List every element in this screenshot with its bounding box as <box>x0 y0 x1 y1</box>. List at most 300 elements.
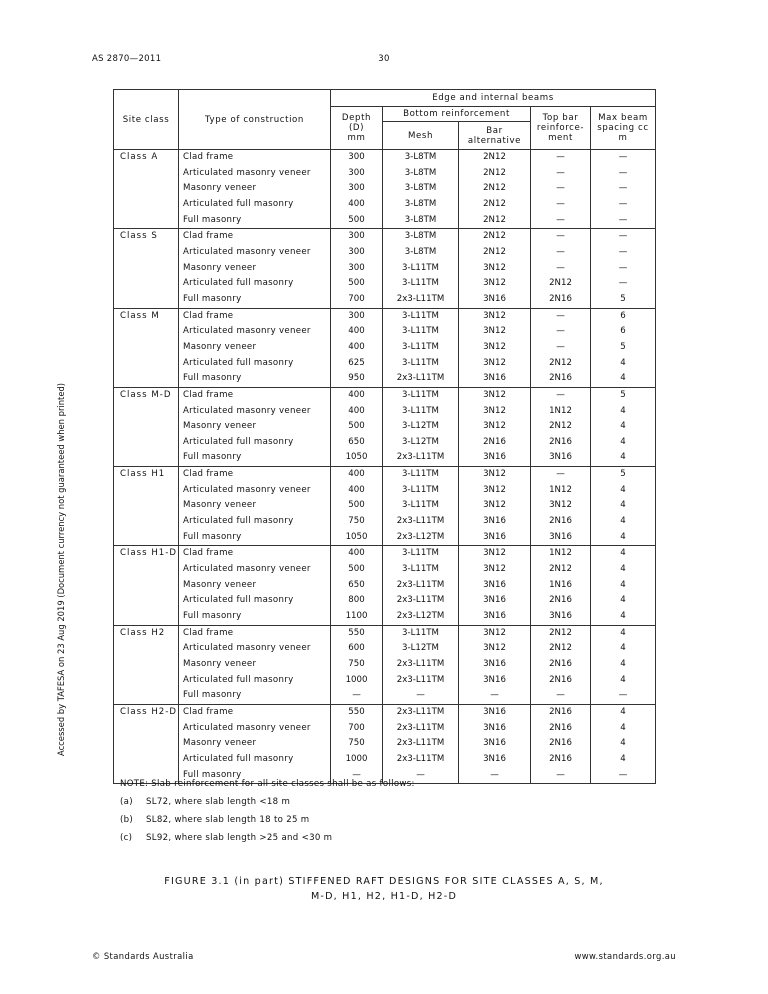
construction-type-cell: Articulated masonry veneer <box>179 562 331 578</box>
depth-cell: 300 <box>331 181 383 197</box>
depth-cell: 700 <box>331 721 383 737</box>
depth-cell: — <box>331 688 383 704</box>
top-bar-cell: 2N12 <box>531 356 591 372</box>
max-spacing-cell: 4 <box>591 514 656 530</box>
mesh-cell: 3-L12TM <box>383 435 459 451</box>
construction-type-cell: Full masonry <box>179 450 331 466</box>
mesh-cell: 3-L11TM <box>383 261 459 277</box>
bar-alternative-cell: 3N12 <box>459 467 531 483</box>
header-site-class: Site class <box>114 90 179 150</box>
depth-cell: 550 <box>331 625 383 641</box>
bar-alternative-cell: 3N12 <box>459 641 531 657</box>
mesh-cell: 3-L8TM <box>383 166 459 182</box>
table-row <box>114 673 656 689</box>
table-row <box>114 419 656 435</box>
note-text: SL92, where slab length >25 and <30 m <box>146 833 333 843</box>
bar-alternative-cell: 3N16 <box>459 752 531 768</box>
top-bar-cell: 2N16 <box>531 721 591 737</box>
table-row <box>114 450 656 466</box>
table-row <box>114 752 656 768</box>
top-bar-cell: — <box>531 213 591 229</box>
table-row <box>114 356 656 372</box>
caption-line-2: M-D, H1, H2, H1-D, H2-D <box>310 891 458 902</box>
depth-cell: 500 <box>331 419 383 435</box>
top-bar-cell: — <box>531 340 591 356</box>
header-edge-internal-beams: Edge and internal beams <box>331 90 656 107</box>
table-row <box>114 530 656 546</box>
mesh-cell: 3-L8TM <box>383 150 459 166</box>
top-bar-cell: 3N16 <box>531 530 591 546</box>
construction-type-cell: Articulated masonry veneer <box>179 721 331 737</box>
construction-type-cell: Articulated full masonry <box>179 435 331 451</box>
max-spacing-cell: 4 <box>591 704 656 720</box>
depth-cell: 625 <box>331 356 383 372</box>
max-spacing-cell: 4 <box>591 483 656 499</box>
top-bar-cell: 2N16 <box>531 657 591 673</box>
caption-line-1: FIGURE 3.1 (in part) STIFFENED RAFT DESIGNS FOR SITE CLASSES A, S, M, <box>164 876 604 887</box>
construction-type-cell: Articulated masonry veneer <box>179 404 331 420</box>
mesh-cell: 2x3-L11TM <box>383 292 459 308</box>
table-row <box>114 657 656 673</box>
bar-alternative-cell: 3N12 <box>459 419 531 435</box>
mesh-cell: 3-L11TM <box>383 625 459 641</box>
note-text: SL72, where slab length <18 m <box>146 797 291 807</box>
table-row <box>114 261 656 277</box>
construction-type-cell: Clad frame <box>179 229 331 245</box>
mesh-cell: 2x3-L11TM <box>383 704 459 720</box>
standard-reference: AS 2870—2011 <box>92 54 162 64</box>
note-item-c <box>120 833 415 851</box>
max-spacing-cell: 6 <box>591 324 656 340</box>
top-bar-cell: 1N12 <box>531 404 591 420</box>
depth-cell: 400 <box>331 387 383 403</box>
top-bar-cell: — <box>531 688 591 704</box>
mesh-cell: 3-L11TM <box>383 404 459 420</box>
construction-type-cell: Articulated masonry veneer <box>179 245 331 261</box>
site-class-cell: Class A <box>114 150 179 229</box>
table-row <box>114 467 656 483</box>
construction-type-cell: Full masonry <box>179 292 331 308</box>
top-bar-cell: 2N16 <box>531 736 591 752</box>
note-item-a <box>120 797 415 815</box>
max-spacing-cell: 4 <box>591 752 656 768</box>
construction-type-cell: Clad frame <box>179 467 331 483</box>
construction-type-cell: Masonry veneer <box>179 181 331 197</box>
table-row <box>114 625 656 641</box>
header-top-bar: Top bar reinforce-ment <box>531 107 591 150</box>
mesh-cell: 3-L11TM <box>383 546 459 562</box>
depth-cell: 500 <box>331 562 383 578</box>
max-spacing-cell: 4 <box>591 609 656 625</box>
max-spacing-cell: 6 <box>591 308 656 324</box>
top-bar-cell: 1N12 <box>531 483 591 499</box>
top-bar-cell: 2N12 <box>531 562 591 578</box>
max-spacing-cell: 4 <box>591 371 656 387</box>
construction-type-cell: Clad frame <box>179 704 331 720</box>
top-bar-cell: 1N16 <box>531 578 591 594</box>
depth-cell: — <box>331 768 383 784</box>
max-spacing-cell: 4 <box>591 721 656 737</box>
stiffened-raft-table <box>113 89 656 784</box>
table-row <box>114 562 656 578</box>
depth-cell: 400 <box>331 467 383 483</box>
top-bar-cell: 3N12 <box>531 498 591 514</box>
top-bar-cell: 3N16 <box>531 450 591 466</box>
mesh-cell: — <box>383 768 459 784</box>
construction-type-cell: Articulated masonry veneer <box>179 324 331 340</box>
bar-alternative-cell: 3N12 <box>459 340 531 356</box>
bar-alternative-cell: 3N12 <box>459 404 531 420</box>
max-spacing-cell: 4 <box>591 736 656 752</box>
table-row <box>114 371 656 387</box>
bar-alternative-cell: 3N16 <box>459 292 531 308</box>
construction-type-cell: Masonry veneer <box>179 498 331 514</box>
max-spacing-cell: 5 <box>591 387 656 403</box>
header-bar-alternative: Bar alternative <box>459 122 531 150</box>
max-spacing-cell: — <box>591 245 656 261</box>
max-spacing-cell: 4 <box>591 562 656 578</box>
mesh-cell: 3-L12TM <box>383 419 459 435</box>
mesh-cell: 2x3-L11TM <box>383 593 459 609</box>
construction-type-cell: Articulated full masonry <box>179 356 331 372</box>
depth-cell: 500 <box>331 498 383 514</box>
construction-type-cell: Full masonry <box>179 609 331 625</box>
construction-type-cell: Masonry veneer <box>179 736 331 752</box>
note-label: (b) <box>120 815 134 825</box>
depth-cell: 400 <box>331 197 383 213</box>
note-text: SL82, where slab length 18 to 25 m <box>146 815 310 825</box>
site-class-cell: Class M-D <box>114 387 179 466</box>
mesh-cell: 2x3-L12TM <box>383 609 459 625</box>
page-number: 30 <box>378 54 390 64</box>
max-spacing-cell: 4 <box>591 625 656 641</box>
construction-type-cell: Articulated masonry veneer <box>179 641 331 657</box>
footer-copyright: © Standards Australia <box>92 951 194 961</box>
depth-cell: 1050 <box>331 450 383 466</box>
depth-cell: 1100 <box>331 609 383 625</box>
mesh-cell: 3-L8TM <box>383 181 459 197</box>
depth-cell: 400 <box>331 546 383 562</box>
construction-type-cell: Articulated masonry veneer <box>179 483 331 499</box>
top-bar-cell: 2N16 <box>531 514 591 530</box>
max-spacing-cell: — <box>591 181 656 197</box>
max-spacing-cell: 4 <box>591 356 656 372</box>
top-bar-cell: — <box>531 245 591 261</box>
depth-cell: 750 <box>331 514 383 530</box>
top-bar-cell: 2N16 <box>531 704 591 720</box>
depth-cell: 300 <box>331 229 383 245</box>
depth-cell: 500 <box>331 276 383 292</box>
construction-type-cell: Masonry veneer <box>179 657 331 673</box>
bar-alternative-cell: 3N12 <box>459 483 531 499</box>
depth-cell: 400 <box>331 483 383 499</box>
depth-cell: 950 <box>331 371 383 387</box>
bar-alternative-cell: 3N12 <box>459 498 531 514</box>
construction-type-cell: Clad frame <box>179 308 331 324</box>
mesh-cell: 3-L11TM <box>383 387 459 403</box>
construction-type-cell: Masonry veneer <box>179 340 331 356</box>
table-row <box>114 704 656 720</box>
table-row <box>114 166 656 182</box>
max-spacing-cell: 4 <box>591 593 656 609</box>
mesh-cell: 2x3-L11TM <box>383 514 459 530</box>
table-row <box>114 213 656 229</box>
bar-alternative-cell: 2N12 <box>459 213 531 229</box>
mesh-cell: 2x3-L11TM <box>383 657 459 673</box>
depth-cell: 1000 <box>331 752 383 768</box>
top-bar-cell: — <box>531 768 591 784</box>
construction-type-cell: Articulated full masonry <box>179 197 331 213</box>
figure-caption <box>0 874 768 904</box>
bar-alternative-cell: 3N12 <box>459 387 531 403</box>
top-bar-cell: 2N12 <box>531 625 591 641</box>
bar-alternative-cell: 3N16 <box>459 657 531 673</box>
table-row <box>114 229 656 245</box>
construction-type-cell: Full masonry <box>179 768 331 784</box>
bar-alternative-cell: 3N12 <box>459 625 531 641</box>
mesh-cell: 3-L8TM <box>383 245 459 261</box>
table-row <box>114 483 656 499</box>
top-bar-cell: 2N16 <box>531 435 591 451</box>
max-spacing-cell: 4 <box>591 546 656 562</box>
bar-alternative-cell: 3N16 <box>459 736 531 752</box>
bar-alternative-cell: 2N12 <box>459 197 531 213</box>
bar-alternative-cell: 3N16 <box>459 514 531 530</box>
bar-alternative-cell: 3N16 <box>459 530 531 546</box>
table-row <box>114 340 656 356</box>
depth-cell: 300 <box>331 245 383 261</box>
top-bar-cell: 2N12 <box>531 641 591 657</box>
table-row <box>114 498 656 514</box>
top-bar-cell: 2N16 <box>531 371 591 387</box>
bar-alternative-cell: 2N12 <box>459 181 531 197</box>
header-type-of-construction: Type of construction <box>179 90 331 150</box>
construction-type-cell: Masonry veneer <box>179 261 331 277</box>
bar-alternative-cell: 3N12 <box>459 324 531 340</box>
depth-cell: 800 <box>331 593 383 609</box>
table-row <box>114 609 656 625</box>
max-spacing-cell: 4 <box>591 450 656 466</box>
bar-alternative-cell: 3N12 <box>459 261 531 277</box>
max-spacing-cell: — <box>591 688 656 704</box>
note-label: (a) <box>120 797 133 807</box>
depth-cell: 600 <box>331 641 383 657</box>
mesh-cell: 2x3-L11TM <box>383 371 459 387</box>
site-class-cell: Class S <box>114 229 179 308</box>
construction-type-cell: Articulated full masonry <box>179 276 331 292</box>
table-row <box>114 546 656 562</box>
mesh-cell: 2x3-L11TM <box>383 752 459 768</box>
table-row <box>114 245 656 261</box>
top-bar-cell: 2N12 <box>531 276 591 292</box>
footer-url: www.standards.org.au <box>574 951 676 961</box>
mesh-cell: 3-L11TM <box>383 467 459 483</box>
bar-alternative-cell: 2N12 <box>459 166 531 182</box>
max-spacing-cell: 5 <box>591 292 656 308</box>
bar-alternative-cell: 3N16 <box>459 578 531 594</box>
top-bar-cell: 2N16 <box>531 593 591 609</box>
bar-alternative-cell: 2N12 <box>459 245 531 261</box>
max-spacing-cell: 4 <box>591 498 656 514</box>
depth-cell: 1050 <box>331 530 383 546</box>
mesh-cell: 3-L11TM <box>383 562 459 578</box>
mesh-cell: 2x3-L11TM <box>383 450 459 466</box>
mesh-cell: 3-L11TM <box>383 276 459 292</box>
bar-alternative-cell: 2N12 <box>459 229 531 245</box>
construction-type-cell: Articulated full masonry <box>179 514 331 530</box>
bar-alternative-cell: 3N16 <box>459 721 531 737</box>
top-bar-cell: — <box>531 166 591 182</box>
table-row <box>114 308 656 324</box>
top-bar-cell: — <box>531 150 591 166</box>
bar-alternative-cell: 3N16 <box>459 673 531 689</box>
table-row <box>114 181 656 197</box>
table-row <box>114 276 656 292</box>
table-row <box>114 721 656 737</box>
top-bar-cell: — <box>531 261 591 277</box>
mesh-cell: 3-L11TM <box>383 356 459 372</box>
top-bar-cell: — <box>531 387 591 403</box>
bar-alternative-cell: — <box>459 688 531 704</box>
max-spacing-cell: 4 <box>591 657 656 673</box>
top-bar-cell: 2N16 <box>531 752 591 768</box>
mesh-cell: — <box>383 688 459 704</box>
max-spacing-cell: 4 <box>591 641 656 657</box>
table-row <box>114 292 656 308</box>
site-class-cell: Class M <box>114 308 179 387</box>
depth-cell: 300 <box>331 308 383 324</box>
mesh-cell: 2x3-L12TM <box>383 530 459 546</box>
construction-type-cell: Masonry veneer <box>179 578 331 594</box>
construction-type-cell: Full masonry <box>179 371 331 387</box>
site-class-cell: Class H2 <box>114 625 179 704</box>
top-bar-cell: 2N12 <box>531 419 591 435</box>
max-spacing-cell: — <box>591 213 656 229</box>
header-max-spacing: Max beam spacing cc m <box>591 107 656 150</box>
depth-cell: 400 <box>331 324 383 340</box>
bar-alternative-cell: 3N16 <box>459 609 531 625</box>
bar-alternative-cell: 3N12 <box>459 356 531 372</box>
depth-cell: 300 <box>331 166 383 182</box>
construction-type-cell: Articulated masonry veneer <box>179 166 331 182</box>
depth-cell: 750 <box>331 657 383 673</box>
access-watermark: Accessed by TAFESA on 23 Aug 2019 (Document currency not guaranteed when printed) <box>56 382 66 756</box>
max-spacing-cell: 4 <box>591 673 656 689</box>
construction-type-cell: Articulated full masonry <box>179 593 331 609</box>
depth-cell: 500 <box>331 213 383 229</box>
mesh-cell: 2x3-L11TM <box>383 721 459 737</box>
bar-alternative-cell: 3N12 <box>459 276 531 292</box>
mesh-cell: 2x3-L11TM <box>383 736 459 752</box>
max-spacing-cell: — <box>591 768 656 784</box>
max-spacing-cell: 4 <box>591 435 656 451</box>
note-intro: NOTE: Slab reinforcement for all site classes shall be as follows: <box>120 779 415 789</box>
bar-alternative-cell: 3N16 <box>459 593 531 609</box>
note-item-b <box>120 815 415 833</box>
bar-alternative-cell: 3N12 <box>459 562 531 578</box>
construction-type-cell: Full masonry <box>179 530 331 546</box>
top-bar-cell: 3N16 <box>531 609 591 625</box>
max-spacing-cell: — <box>591 166 656 182</box>
max-spacing-cell: 5 <box>591 467 656 483</box>
top-bar-cell: — <box>531 467 591 483</box>
construction-type-cell: Articulated full masonry <box>179 752 331 768</box>
top-bar-cell: — <box>531 181 591 197</box>
bar-alternative-cell: 2N16 <box>459 435 531 451</box>
site-class-cell: Class H1-D <box>114 546 179 625</box>
top-bar-cell: — <box>531 229 591 245</box>
top-bar-cell: — <box>531 324 591 340</box>
site-class-cell: Class H1 <box>114 467 179 546</box>
max-spacing-cell: — <box>591 229 656 245</box>
depth-cell: 300 <box>331 150 383 166</box>
max-spacing-cell: 4 <box>591 578 656 594</box>
max-spacing-cell: 4 <box>591 419 656 435</box>
depth-cell: 300 <box>331 261 383 277</box>
mesh-cell: 2x3-L11TM <box>383 673 459 689</box>
bar-alternative-cell: 3N16 <box>459 371 531 387</box>
table-row <box>114 736 656 752</box>
table-row <box>114 514 656 530</box>
mesh-cell: 3-L11TM <box>383 308 459 324</box>
construction-type-cell: Full masonry <box>179 213 331 229</box>
depth-cell: 1000 <box>331 673 383 689</box>
table-row <box>114 404 656 420</box>
mesh-cell: 3-L8TM <box>383 197 459 213</box>
max-spacing-cell: — <box>591 276 656 292</box>
bar-alternative-cell: — <box>459 768 531 784</box>
depth-cell: 750 <box>331 736 383 752</box>
construction-type-cell: Clad frame <box>179 625 331 641</box>
top-bar-cell: 2N16 <box>531 292 591 308</box>
construction-type-cell: Clad frame <box>179 546 331 562</box>
max-spacing-cell: — <box>591 261 656 277</box>
header-depth: Depth (D) mm <box>331 107 383 150</box>
table-row <box>114 593 656 609</box>
depth-cell: 650 <box>331 435 383 451</box>
max-spacing-cell: — <box>591 197 656 213</box>
table-row <box>114 150 656 166</box>
mesh-cell: 3-L11TM <box>383 498 459 514</box>
top-bar-cell: 2N16 <box>531 673 591 689</box>
max-spacing-cell: 4 <box>591 404 656 420</box>
depth-cell: 400 <box>331 340 383 356</box>
mesh-cell: 3-L11TM <box>383 483 459 499</box>
bar-alternative-cell: 3N12 <box>459 546 531 562</box>
max-spacing-cell: 4 <box>591 530 656 546</box>
mesh-cell: 2x3-L11TM <box>383 578 459 594</box>
max-spacing-cell: 5 <box>591 340 656 356</box>
depth-cell: 400 <box>331 404 383 420</box>
mesh-cell: 3-L11TM <box>383 340 459 356</box>
construction-type-cell: Full masonry <box>179 688 331 704</box>
site-class-cell: Class H2-D <box>114 704 179 783</box>
notes <box>120 779 415 851</box>
top-bar-cell: — <box>531 197 591 213</box>
bar-alternative-cell: 2N12 <box>459 150 531 166</box>
table-row <box>114 197 656 213</box>
construction-type-cell: Masonry veneer <box>179 419 331 435</box>
header-bottom-reinforcement: Bottom reinforcement <box>383 107 531 122</box>
construction-type-cell: Clad frame <box>179 387 331 403</box>
mesh-cell: 3-L8TM <box>383 229 459 245</box>
table-row <box>114 387 656 403</box>
note-label: (c) <box>120 833 133 843</box>
depth-cell: 550 <box>331 704 383 720</box>
table-row <box>114 688 656 704</box>
table-row <box>114 435 656 451</box>
table-row <box>114 578 656 594</box>
